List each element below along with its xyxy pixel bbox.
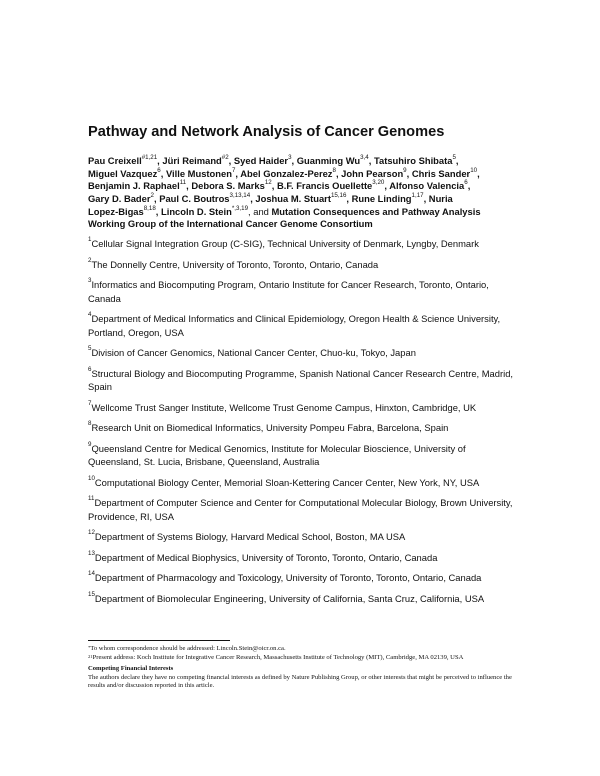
author-line: [88, 155, 518, 168]
author-name: Guanming Wu: [296, 155, 361, 166]
affiliation-marker: 1,17: [411, 192, 424, 200]
author-separator: ,: [250, 193, 256, 205]
author-separator: ,: [346, 193, 352, 205]
affiliation-text: Research Unit on Biomedical Informatics, University Pompeu Fabra, Barcelona, Spain: [91, 422, 449, 433]
affiliation-marker: 3,20: [372, 179, 385, 187]
affiliation-number: 6: [88, 365, 92, 373]
author-line: [88, 168, 518, 181]
author-list: [88, 155, 518, 231]
author-name: Debora S. Marks: [191, 180, 265, 192]
author-separator: ,: [160, 167, 166, 179]
affiliation-number: 4: [88, 311, 92, 318]
competing-interests-text: The authors declare they have no competing financial interests as defined by Nature Publishing Group, or other interests that might be perceived to influence the results and/or discussion reported in this article.: [88, 673, 512, 690]
affiliation-item: [88, 312, 518, 339]
affiliation-text: Wellcome Trust Sanger Institute, Wellcome Trust Genome Campus, Hinxton, Cambridge, UK: [91, 401, 477, 413]
author-separator: Mutation Consequences and Pathway Analysis: [271, 205, 481, 217]
author-name: Tatsuhiro Shibata: [373, 155, 453, 166]
author-separator: ,: [271, 180, 277, 192]
correspondence-footnote: *To whom correspondence should be addressed: Lincoln.Stein@oicr.on.ca.: [88, 645, 286, 652]
author-name: Gary D. Bader: [88, 193, 151, 205]
affiliation-marker: 11: [179, 179, 187, 187]
affiliation-marker: 3,13,14: [229, 192, 251, 200]
affiliation-number: 5: [88, 345, 92, 352]
author-separator: ,: [186, 180, 192, 192]
affiliation-text: Department of Pharmacology and Toxicology, University of Toronto, Toronto, Ontario, Canada: [94, 572, 482, 583]
author-name: Ville Mustonen: [165, 167, 232, 179]
affiliation-number: 13: [88, 549, 95, 557]
author-separator: ,: [384, 180, 390, 192]
author-separator: ,: [155, 205, 161, 217]
affiliation-marker: 6: [157, 166, 161, 174]
affiliation-item: [88, 346, 518, 360]
author-name: Abel Gonzalez-Perez: [240, 167, 333, 179]
affiliation-item: [88, 421, 518, 435]
author-separator: ,: [153, 193, 160, 205]
affiliation-text: Queensland Centre for Medical Genomics, Institute for Molecular Bioscience, University of Queensland, St. Lucia, Brisbane, Queensland, Australia: [88, 442, 466, 467]
footnotes: [88, 645, 528, 691]
author-name: B.F. Francis Ouellette: [276, 180, 373, 192]
affiliation-item: [88, 496, 518, 523]
affiliation-item: [88, 530, 518, 544]
author-separator: ,: [228, 155, 234, 166]
affiliation-marker: 12: [264, 179, 272, 187]
affiliation-text: Department of Medical Informatics and Clinical Epidemiology, Oregon Health & Science University, Portland, Oregon, USA: [88, 313, 501, 338]
author-separator: Working Group of the International Cancer Genome Consortium: [88, 218, 373, 230]
footnote-rule: [88, 640, 230, 641]
affiliation-text: Cellular Signal Integration Group (C-SIG), Technical University of Denmark, Lyngby, Denmark: [91, 238, 479, 249]
paper-title: Pathway and Network Analysis of Cancer Genomes: [88, 124, 445, 140]
affiliation-number: 11: [88, 495, 95, 502]
affiliation-marker: 3,4: [360, 154, 369, 161]
affiliation-marker: 9: [403, 166, 407, 174]
affiliation-item: [88, 237, 518, 251]
affiliation-number: 3: [88, 277, 92, 284]
author-line: [88, 193, 518, 206]
affiliation-text: Division of Cancer Genomics, National Cancer Center, Chuo-ku, Tokyo, Japan: [91, 347, 416, 358]
affiliation-marker: 2: [150, 192, 154, 200]
author-line: [88, 206, 518, 219]
affiliation-marker: #2: [221, 154, 229, 161]
affiliation-text: Department of Computer Science and Center for Computational Molecular Biology, Brown University, Providence, RI, USA: [88, 497, 513, 522]
affiliation-text: Structural Biology and Biocomputing Programme, Spanish National Cancer Research Centre, Madrid, Spain: [88, 367, 514, 392]
affiliation-number: 12: [88, 529, 95, 536]
author-separator: ,: [335, 167, 342, 179]
author-separator: ,: [423, 193, 429, 205]
affiliation-item: [88, 551, 518, 565]
affiliation-item: [88, 571, 518, 585]
affiliation-list: [88, 237, 518, 612]
competing-interests-heading: Competing Financial Interests: [88, 665, 174, 673]
author-separator: ,: [368, 155, 374, 166]
affiliation-marker: 15,16: [330, 192, 347, 200]
author-name: Syed Haider: [233, 155, 289, 166]
author-name: Rune Linding: [351, 193, 412, 205]
author-separator: Nuria: [428, 193, 453, 205]
affiliation-item: [88, 592, 518, 606]
affiliation-text: Department of Biomolecular Engineering, University of California, Santa Cruz, California, USA: [94, 592, 485, 604]
affiliation-number: 8: [88, 420, 92, 427]
affiliation-item: [88, 401, 518, 415]
affiliation-item: [88, 442, 518, 469]
author-name: John Pearson: [341, 167, 404, 179]
affiliation-item: [88, 476, 518, 490]
author-name: Chris Sander: [411, 167, 471, 179]
author-name: Miguel Vazquez: [88, 167, 158, 179]
author-name: Benjamin J. Raphael: [88, 180, 180, 192]
author-name: Alfonso Valencia: [389, 180, 465, 192]
author-separator: ,: [455, 155, 459, 166]
affiliation-number: 1: [88, 236, 92, 243]
affiliation-text: Department of Systems Biology, Harvard Medical School, Boston, MA USA: [94, 531, 406, 542]
affiliation-marker: 5: [452, 154, 456, 161]
author-separator: ,: [291, 155, 297, 166]
author-separator: ,: [235, 167, 241, 179]
affiliation-marker: #1,21: [141, 154, 158, 161]
affiliation-marker: 7: [231, 166, 236, 174]
author-name: Paul C. Boutros: [159, 193, 230, 205]
affiliation-text: Department of Medical Biophysics, University of Toronto, Toronto, Ontario, Canada: [94, 551, 438, 563]
author-line: [88, 218, 518, 231]
affiliation-number: 2: [88, 256, 92, 264]
affiliation-text: The Donnelly Centre, University of Toronto, Toronto, Ontario, Canada: [91, 258, 379, 270]
affiliation-number: 14: [88, 570, 95, 577]
author-separator: , and: [248, 205, 272, 217]
affiliation-text: Informatics and Biocomputing Program, Ontario Institute for Cancer Research, Toronto, Ontario, Canada: [88, 279, 489, 304]
affiliation-marker: 10: [470, 166, 478, 174]
author-separator: ,: [406, 167, 412, 179]
author-name: Lincoln D. Stein: [161, 205, 232, 217]
affiliation-item: [88, 278, 518, 305]
affiliation-marker: *,3,19: [231, 204, 249, 212]
affiliation-marker: 6: [464, 179, 468, 187]
author-name: Pau Creixell: [88, 155, 142, 166]
affiliation-marker: 8,18: [143, 204, 156, 212]
affiliation-number: 7: [88, 399, 92, 407]
affiliation-item: [88, 367, 518, 394]
affiliation-text: Computational Biology Center, Memorial Sloan-Kettering Cancer Center, New York, NY, USA: [94, 476, 480, 488]
author-separator: ,: [467, 180, 471, 192]
author-separator: ,: [477, 167, 480, 179]
affiliation-marker: 8: [332, 166, 336, 174]
author-separator: ,: [157, 155, 163, 166]
author-name: Lopez-Bigas: [88, 205, 144, 217]
present-address-footnote: $^{21}$Present address: Koch Institute for Integrative Cancer Research, Massachusetts Institute of Technology (MIT), Cambridge, MA 02139, USA: [88, 653, 464, 661]
author-name: Jüri Reimand: [162, 155, 222, 166]
affiliation-number: 9: [88, 440, 92, 448]
affiliation-marker: 3: [288, 154, 292, 161]
affiliation-number: 15: [88, 590, 95, 598]
author-name: Joshua M. Stuart: [255, 193, 331, 205]
affiliation-item: [88, 258, 518, 272]
affiliation-number: 10: [88, 474, 95, 482]
